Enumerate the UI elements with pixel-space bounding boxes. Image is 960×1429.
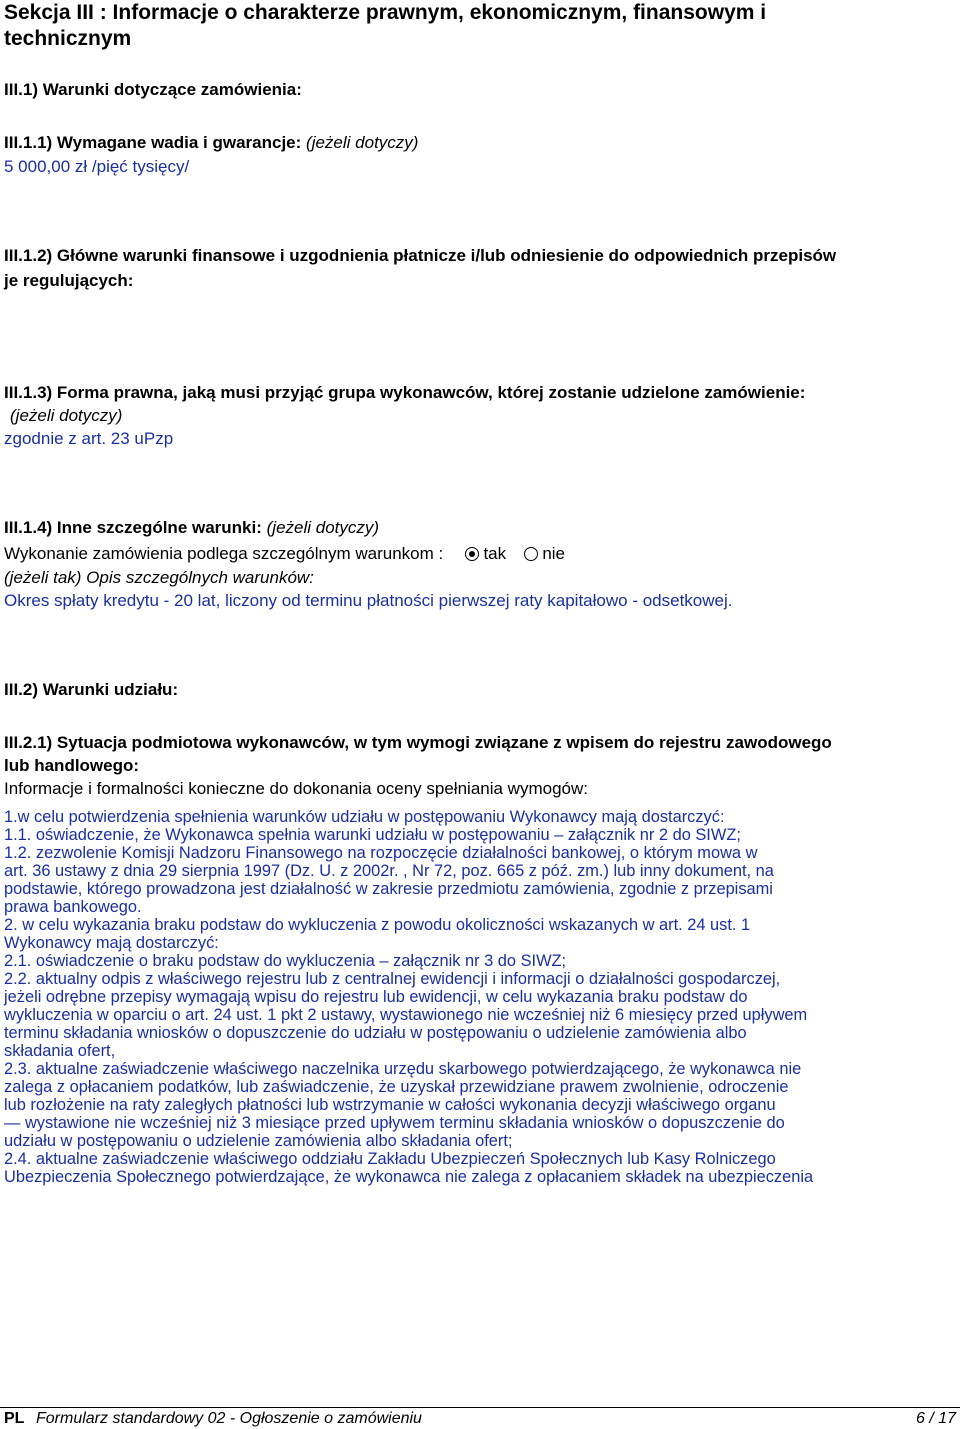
heading-iii12-line1: III.1.2) Główne warunki finansowe i uzgodnienia płatnicze i/lub odniesienie do odpowiednich przepisów <box>4 246 837 265</box>
footer-form-name: Formularz standardowy 02 - Ogłoszenie o zamówieniu <box>36 1410 422 1427</box>
footer-lang: PL <box>4 1410 25 1427</box>
req-line: 1.1. oświadczenie, że Wykonawca spełnia warunki udziału w postępowaniu – załącznik nr 2 do SIWZ; <box>4 826 741 844</box>
req-line: 2.1. oświadczenie o braku podstaw do wykluczenia – załącznik nr 3 do SIWZ; <box>4 952 567 970</box>
heading-iii11-label: III.1.1) Wymagane wadia i gwarancje: <box>4 133 302 152</box>
req-line: Ubezpieczenia Społecznego potwierdzające, że wykonawca nie zalega z opłacaniem składek na ubezpieczenia <box>4 1168 814 1186</box>
footer-page-number: 6 / 17 <box>915 1410 956 1427</box>
req-line: 2. w celu wykazania braku podstaw do wykluczenia z powodu okoliczności wskazanych w art. 24 ust. 1 <box>4 916 751 934</box>
req-line: — wystawione nie wcześniej niż 3 miesiące przed upływem terminu składania wniosków o dopuszczenie do <box>4 1114 785 1132</box>
req-line: terminu składania wniosków o dopuszczenie do udziału w postępowaniu o udzielenie zamówienia albo <box>4 1024 747 1042</box>
req-line: prawa bankowego. <box>4 898 142 916</box>
req-line: 2.3. aktualne zaświadczenie właściwego naczelnika urzędu skarbowego potwierdzającego, że wykonawca nie <box>4 1060 802 1078</box>
subheading-iii21: Informacje i formalności konieczne do dokonania oceny spełniania wymogów: <box>4 779 588 798</box>
heading-iii1: III.1) Warunki dotyczące zamówienia: <box>4 80 302 99</box>
heading-iii21-line2: lub handlowego: <box>4 756 140 775</box>
radio-no-icon[interactable] <box>524 547 538 561</box>
page-footer <box>0 1407 960 1429</box>
req-line: zalega z opłacaniem podatków, lub zaświadczenie, że uzyskał przewidziane prawem zwolnienie, odroczenie <box>4 1078 789 1096</box>
details-value: Okres spłaty kredytu - 20 lat, liczony od terminu płatności pierwszej raty kapitałowo - odsetkowej. <box>4 591 733 610</box>
heading-iii14 <box>4 517 379 539</box>
heading-iii12-line2: je regulujących: <box>4 271 134 290</box>
value-iii13: zgodnie z art. 23 uPzp <box>4 429 174 448</box>
heading-iii2: III.2) Warunki udziału: <box>4 680 179 699</box>
question-text: Wykonanie zamówienia podlega szczególnym warunkom : <box>4 544 444 563</box>
req-line: wykluczenia w oparciu o art. 24 ust. 1 pkt 2 ustawy, wystawionego nie wcześniej niż 6 miesięcy przed upływem <box>4 1006 808 1024</box>
req-line: 2.4. aktualne zaświadczenie właściwego oddziału Zakładu Ubezpieczeń Społecznych lub Kasy Rolniczego <box>4 1150 776 1168</box>
option-yes-label: tak <box>483 544 507 563</box>
heading-iii14-note: (jeżeli dotyczy) <box>266 518 380 537</box>
req-line: podstawie, którego prowadzona jest działalność w zakresie przedmiotu zamówienia, zgodnie z przepisami <box>4 880 773 898</box>
section-title-line2: technicznym <box>4 27 132 50</box>
heading-iii11 <box>4 132 418 154</box>
req-line: lub rozłożenie na raty zaległych płatności lub wstrzymanie w całości wykonania decyzji właściwego organu <box>4 1096 776 1114</box>
req-line: 1.w celu potwierdzenia spełnienia warunków udziału w postępowaniu Wykonawcy mają dostarczyć: <box>4 808 725 826</box>
req-line: 1.2. zezwolenie Komisji Nadzoru Finansowego na rozpoczęcie działalności bankowej, o którym mowa w <box>4 844 758 862</box>
section-title-line1: Sekcja III : Informacje o charakterze prawnym, ekonomicznym, finansowym i <box>4 1 767 24</box>
heading-iii14-label: III.1.4) Inne szczególne warunki: <box>4 518 262 537</box>
req-line: składania ofert, <box>4 1042 116 1060</box>
req-line: udziału w postępowaniu o udzielenie zamówienia albo składania ofert; <box>4 1132 513 1150</box>
note-iii13: (jeżeli dotyczy) <box>10 406 123 425</box>
details-label: (jeżeli tak) Opis szczególnych warunków: <box>4 568 314 587</box>
radio-yes-icon[interactable] <box>465 547 479 561</box>
req-line: 2.2. aktualny odpis z właściwego rejestru lub z centralnej ewidencji i informacji o działalności gospodarczej, <box>4 970 781 988</box>
value-iii11: 5 000,00 zł /pięć tysięcy/ <box>4 157 190 176</box>
req-line: art. 36 ustawy z dnia 29 sierpnia 1997 (Dz. U. z 2002r. , Nr 72, poz. 665 z póź. zm.) lub inny dokument, na <box>4 862 774 880</box>
req-line: jeżeli odrębne przepisy wymagają wpisu do rejestru lub ewidencji, w celu wykazania braku podstaw do <box>4 988 748 1006</box>
heading-iii21-line1: III.2.1) Sytuacja podmiotowa wykonawców, w tym wymogi związane z wpisem do rejestru zawodowego <box>4 733 832 752</box>
req-line: Wykonawcy mają dostarczyć: <box>4 934 219 952</box>
heading-iii11-note: (jeżeli dotyczy) <box>306 133 419 152</box>
option-no-label: nie <box>542 544 566 563</box>
heading-iii13: III.1.3) Forma prawna, jaką musi przyjąć grupa wykonawców, której zostanie udzielone zamówienie: <box>4 383 806 402</box>
special-conditions-question <box>4 543 565 565</box>
